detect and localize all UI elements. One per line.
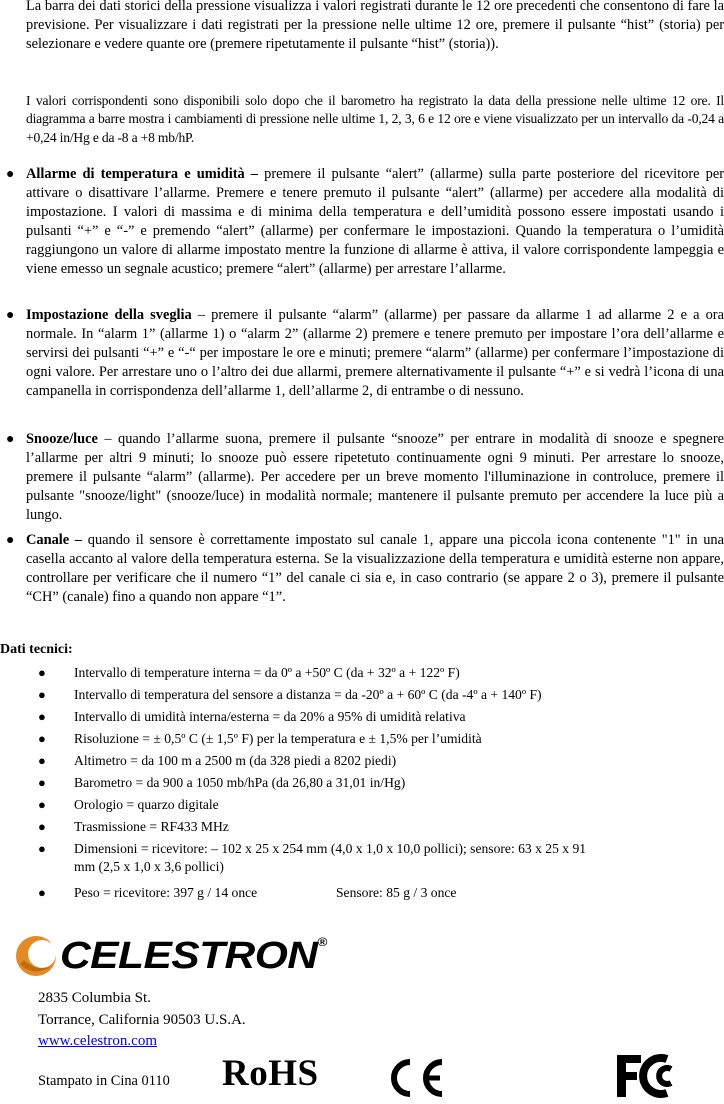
spec-item: Altimetro = da 100 m a 2500 m (da 328 piedi a 8202 piedi) xyxy=(74,753,397,768)
website-link[interactable]: www.celestron.com xyxy=(38,1033,157,1049)
spec-item-continued: mm (2,5 x 1,0 x 3,6 pollici) xyxy=(74,859,224,874)
spec-item: Dimensioni = ricevitore: – 102 x 25 x 254 mm (4,0 x 1,0 x 10,0 pollici); sensore: 63 x 25 x 91 xyxy=(74,841,587,856)
alarm-feature-title: Impostazione della sveglia xyxy=(26,307,192,323)
channel-feature-text: quando il sensore è correttamente impostato sul canale 1, appare una piccola icona contenente "1" in una casella accanto al valore della temperatura esterna. Se la visualizzazione della temperatura e umidità esterne non appare, controllare per verificare che il numero “1” del canale ci sia e, in caso contrario (se appare 2 o 3), premere il pulsante “CH” (canale) fino a quando non appare “1”. xyxy=(26,532,724,605)
channel-feature-item xyxy=(26,531,724,607)
channel-feature-title: Canale – xyxy=(26,532,83,548)
bullet-dot: ● xyxy=(38,709,46,724)
spec-weight-receiver: Peso = ricevitore: 397 g / 14 once xyxy=(74,885,258,900)
bullet-dot: ● xyxy=(38,885,46,900)
bullet-dot: ● xyxy=(38,797,46,812)
alert-feature-item xyxy=(26,165,724,279)
printed-in: Stampato in Cina 0110 xyxy=(38,1073,170,1089)
registered-mark: ® xyxy=(317,935,327,949)
celestron-swoosh-icon xyxy=(14,934,58,978)
rohs-mark: RoHS xyxy=(222,1053,319,1094)
fc-mark-text: FC xyxy=(613,1053,615,1054)
bullet-dot: ● xyxy=(38,753,46,768)
bullet-dot: ● xyxy=(38,819,46,834)
brand-name: CELESTRON xyxy=(60,935,318,977)
address-street: 2835 Columbia St. xyxy=(38,990,151,1006)
spec-item: Orologio = quarzo digitale xyxy=(74,797,219,812)
spec-item: Intervallo di temperature interna = da 0º a +50º C (da + 32º a + 122º F) xyxy=(74,665,460,680)
specs-heading: Dati tecnici: xyxy=(0,642,73,657)
ce-mark-text: CE xyxy=(384,1058,386,1059)
snooze-feature-item xyxy=(26,430,724,525)
alarm-feature-text: – premere il pulsante “alarm” (allarme) per passare da allarme 1 ad allarme 2 e a ora normale. In “alarm 1” (allarme 1) o “alarm 2” (allarme 2) premere e tenere premuto per impostare l’ora dell’allarme e servirsi dei pulsanti “+” e “-“ per impostare le ore e minuti; premere “alarm” (allarme) per confermare l’impostazione di ogni valore. Per arrestare uno o l’altro dei due allarmi, premere alternativamente il pulsante “+” e si vedrà l’icona di una campanella in corrispondenza dell’allarme 1, dell’allarme 2, di entrambe o di nessuno. xyxy=(26,307,724,399)
snooze-feature-text: – quando l’allarme suona, premere il pulsante “snooze” per entrare in modalità di snooze e spegnere l’allarme per altri 9 minuti; lo snooze può essere ripetetuto continuamente ogni 9 minuti. Per arrestare lo snooze, premere il pulsante “alarm” (allarme). Per accedere per un breve momento l'illuminazione in controluce, premere il pulsante "snooze/light" (snooze/luce) in modalità normale; mantenere il pulsante premuto per accendere la luce più a lungo. xyxy=(26,431,724,523)
spec-weight-sensor: Sensore: 85 g / 3 once xyxy=(336,885,457,900)
spec-item: Barometro = da 900 a 1050 mb/hPa (da 26,80 a 31,01 in/Hg) xyxy=(74,775,406,790)
alarm-feature-item xyxy=(26,306,724,401)
alert-feature-text: premere il pulsante “alert” (allarme) sulla parte posteriore del ricevitore per attivare o disattivare l’allarme. Premere e tenere premuto il pulsante “alert” (allarme) per accedere alla modalità di impostazione. I valori di massima e di minima della temperatura e dell’umidità possono essere impostati usando i pulsanti “+” e “-” e premendo “alert” (allarme) per confermare le impostazioni. Quando la temperatura o l’umidità raggiungono un valore di allarme impostato mentre la funzione di allarme è attiva, il valore corrispondente lampeggia e viene emesso un segnale acustico; premere “alert” (allarme) per arrestare l’allarme. xyxy=(26,166,724,277)
spec-item: Intervallo di temperatura del sensore a distanza = da -20º a + 60º C (da -4º a + 140º F) xyxy=(74,687,542,702)
address-city: Torrance, California 90503 U.S.A. xyxy=(38,1012,246,1028)
ce-mark-icon xyxy=(384,1058,448,1098)
fcc-mark-icon xyxy=(613,1053,685,1099)
spec-item: Intervallo di umidità interna/esterna = da 20% a 95% di umidità relativa xyxy=(74,709,466,724)
spec-item: Risoluzione = ± 0,5º C (± 1,5º F) per la temperatura e ± 1,5% per l’umidità xyxy=(74,731,482,746)
bullet-dot: ● xyxy=(6,533,15,548)
bullet-dot: ● xyxy=(38,775,46,790)
alert-feature-title: Allarme di temperatura e umidità – xyxy=(26,166,259,182)
bullet-dot: ● xyxy=(38,687,46,702)
snooze-feature-title: Snooze/luce xyxy=(26,431,98,447)
spec-item: Trasmissione = RF433 MHz xyxy=(74,819,229,834)
bullet-dot: ● xyxy=(38,841,46,856)
bullet-dot: ● xyxy=(6,308,15,323)
history-paragraph: La barra dei dati storici della pressione visualizza i valori registrati durante le 12 ore precedenti che consentono di fare la previsione. Per visualizzare i dati registrati per la pressione nelle ultime 12 ore, premere il pulsante “hist” (storia) per selezionare e vedere quante ore (premere ripetutamente il pulsante “hist” (storia)). xyxy=(26,0,724,52)
bullet-dot: ● xyxy=(38,665,46,680)
bullet-dot: ● xyxy=(38,731,46,746)
pressure-range-paragraph: I valori corrispondenti sono disponibili solo dopo che il barometro ha registrato la data della pressione nelle ultime 12 ore. Il diagramma a barre mostra i cambiamenti di pressione nelle ultime 1, 2, 3, 6 e 12 ore e viene visualizzato per un intervallo da -0,24 a +0,24 in/Hg e da -8 a +8 mb/hP. xyxy=(26,93,724,145)
celestron-logo xyxy=(60,935,327,978)
bullet-dot: ● xyxy=(6,432,15,447)
bullet-dot: ● xyxy=(6,167,15,182)
